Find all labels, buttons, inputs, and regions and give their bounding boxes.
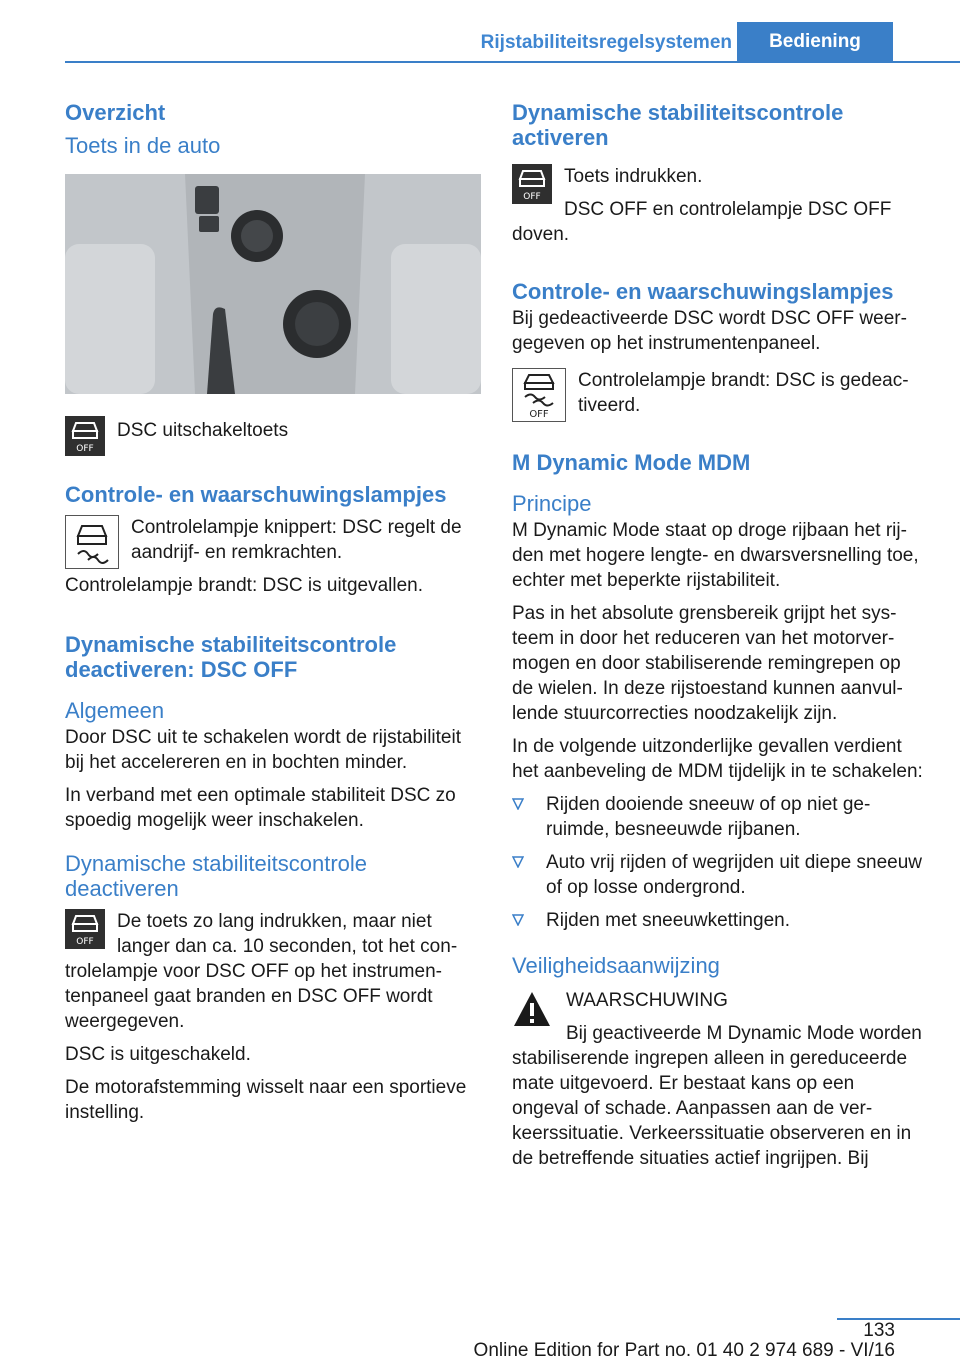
warning-icon [512, 990, 552, 1028]
lamp-flashing-text: Controlelampje knippert: DSC regelt de aandrijf- en remkrachten. [131, 517, 462, 563]
button-heading: Toets in de auto [65, 133, 221, 158]
principle-heading: Principe [512, 491, 592, 516]
bullet-triangle-icon [512, 914, 524, 926]
mdm-cases-list [512, 792, 926, 933]
general-text-1: Door DSC uit te schakelen wordt de rijstabiliteit bij het accelereren en in bochten minder. [65, 727, 462, 773]
overview-heading: Overzicht [65, 100, 166, 125]
bullet-triangle-icon [512, 856, 524, 868]
general-heading: Algemeen [65, 698, 165, 723]
footer-rule [837, 1318, 960, 1320]
deactivate-sub-heading: Dynamische stabiliteitscontrole deactiveren [65, 851, 368, 901]
dsc-off-lamp-icon [512, 368, 566, 422]
deactivate-text-2: DSC is uitgeschakeld. [65, 1044, 251, 1065]
list-item: Auto vrij rijden of wegrijden uit diepe sneeuw of op losse ondergrond. [512, 850, 926, 900]
section-title: Rijstabiliteitsregelsystemen [480, 32, 732, 53]
activate-text-1: Toets indrukken. [564, 166, 703, 187]
mdm-heading: M Dynamic Mode MDM [512, 450, 751, 475]
lamps-heading: Controle- en waarschuwingslampjes [65, 482, 447, 507]
page-footer [65, 1318, 960, 1361]
dsc-activate-icon [512, 164, 552, 204]
safety-heading: Veiligheidsaanwijzing [512, 953, 720, 978]
right-lamps-heading: Controle- en waarschuwingslampjes [512, 279, 894, 304]
bullet-triangle-icon [512, 798, 524, 810]
warning-text: Bij geactiveerde M Dynamic Mode worden stabiliserende ingrepen alleen in gereduceerde mate uitgevoerd. Er bestaat kans op een ongeval of schade. Aanpassen aan de verkeerssituatie. Verkeerssituatie observeren en in de betreffende situaties actief ingrijpen. Bij [512, 1023, 922, 1169]
svg-text:OFF: OFF [523, 192, 541, 202]
edition-note: Online Edition for Part no. 01 40 2 974 689 - VI/16 [473, 1340, 895, 1361]
principle-text-3: In de volgende uitzonderlijke gevallen verdient het aanbeveling de MDM tijdelijk in te schakelen: [512, 736, 923, 782]
svg-text:OFF: OFF [529, 409, 549, 420]
principle-text-1: M Dynamic Mode staat op droge rijbaan het rijden met hogere lengte- en dwarsversnelling toe, echter met beperkte rijstabiliteit. [512, 520, 919, 591]
right-lamps-text: Bij gedeactiveerde DSC wordt DSC OFF weergegeven op het instrumentenpaneel. [512, 308, 907, 354]
deactivate-heading: Dynamische stabiliteitscontrole deactiveren: DSC OFF [65, 632, 397, 682]
dsc-off-button-icon [65, 909, 105, 949]
svg-text:OFF: OFF [76, 444, 94, 454]
dsc-lamp-icon [65, 515, 119, 569]
warning-title: WAARSCHUWING [566, 990, 728, 1011]
activate-text-2: DSC OFF en controlelampje DSC OFF doven. [512, 199, 892, 245]
deactivate-text-1: De toets zo lang indrukken, maar niet langer dan ca. 10 seconden, tot het controlelampje voor DSC OFF op het instrumentenpaneel gaat branden en DSC OFF wordt weergegeven. [65, 911, 458, 1032]
dsc-button-icon [65, 416, 105, 456]
console-photo [65, 174, 481, 394]
list-item: Rijden dooiende sneeuw of op niet geruimde, besneeuwde rijbanen. [512, 792, 926, 842]
dsc-button-caption: DSC uitschakeltoets [117, 420, 289, 441]
right-column [512, 100, 926, 1179]
header-rule [65, 61, 960, 63]
console-illustration [65, 174, 481, 394]
principle-text-2: Pas in het absolute grensbereik grijpt het systeem in door het reduceren van het motorvermogen en door stabiliserende remingrepen op de wielen. In deze rijstoestand kunnen aanvullende stuurcorrecties noodzakelijk zijn. [512, 603, 903, 724]
left-column [65, 100, 481, 1133]
page-number: 133 [863, 1320, 895, 1341]
activate-heading: Dynamische stabiliteitscontrole activeren [512, 100, 844, 150]
list-item: Rijden met sneeuwkettingen. [512, 908, 926, 933]
deactivate-text-3: De motorafstemming wisselt naar een sportieve instelling. [65, 1077, 467, 1123]
general-text-2: In verband met een optimale stabiliteit DSC zo spoedig mogelijk weer inschakelen. [65, 785, 456, 831]
chapter-tab[interactable]: Bediening [737, 22, 893, 62]
svg-text:OFF: OFF [76, 937, 94, 947]
lamp-on-text: Controlelampje brandt: DSC is uitgevallen. [65, 575, 424, 596]
page-header [0, 0, 960, 62]
right-lamp-on-text: Controlelampje brandt: DSC is gedeactiveerd. [578, 370, 909, 416]
